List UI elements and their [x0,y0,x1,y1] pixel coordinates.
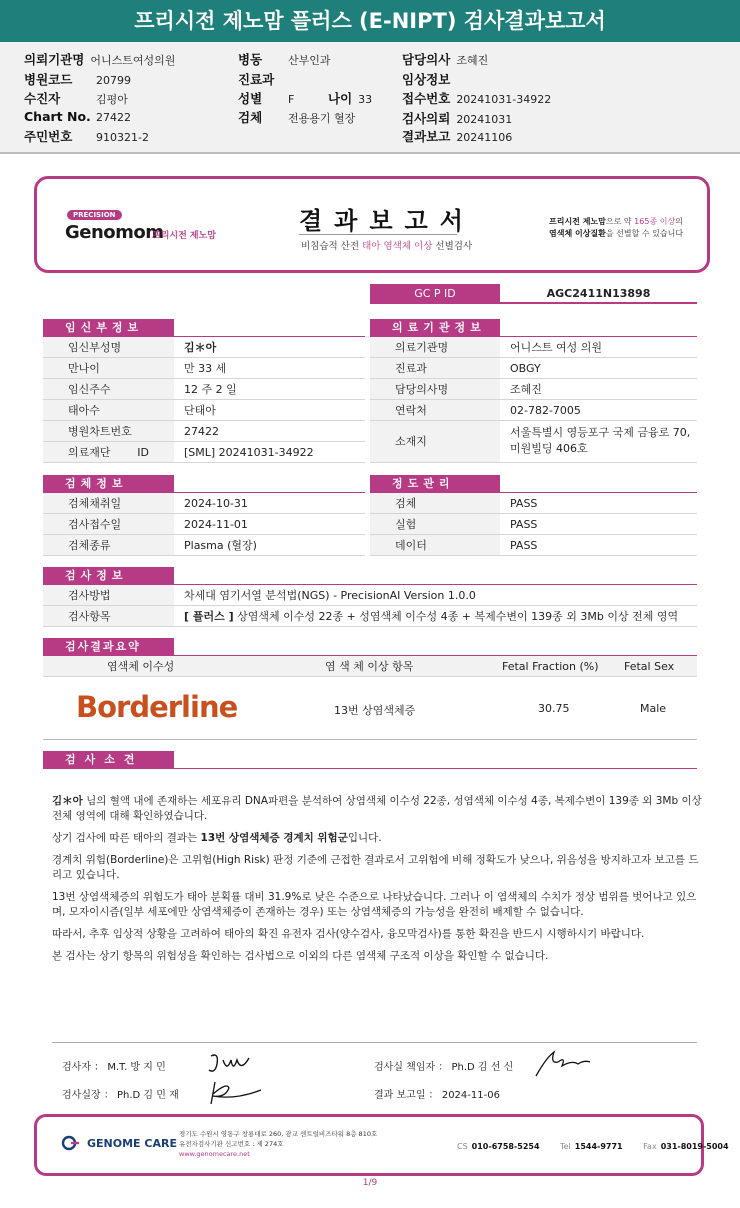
title-divider [299,234,457,235]
signature-lab-head: 검사실장 ： Ph.D 김 민 재 [62,1090,179,1101]
lab-head-signature [205,1078,265,1108]
pregnant-row-label: 태아수 [43,400,174,420]
findings-p5: 따라서, 추후 임상적 상황을 고려하여 태아의 확진 유전자 검사(양수검사, 융모막검사)를 통한 확진을 반드시 시행하시기 바랍니다. [52,928,645,940]
chart-label: Chart No. [24,109,91,124]
cs-label: CS [457,1142,468,1151]
test-items-label: 검사항목 [43,606,174,626]
fax-label: Fax [643,1142,657,1151]
responsible-signature [532,1048,592,1080]
findings-p2-pre: 상기 검사에 따른 태아의 결과는 [52,832,201,844]
specimen_info-row [43,493,365,514]
tagline-2-bold: 염색체 이상질환 [549,229,606,238]
test-method-row [43,585,697,606]
signature-tester: 검사자 ： M.T. 방 지 민 [62,1062,166,1073]
subtitle-post: 선별검사 [432,241,473,252]
summary-table-head [43,656,697,677]
test-items-text: 상염색체 이수성 22종 + 성염색체 이수성 4종 + 복제수변이 139종 외 3Mb 이상 전체 영역 [233,610,679,623]
tester-signature [205,1050,261,1078]
chart-field [24,109,131,124]
receipt-value: 20241031-34922 [456,93,552,106]
hospcode-value: 20799 [96,74,131,87]
patient-info-box [0,42,740,154]
test-info-header: 검사정보 [43,567,174,585]
footer-address [179,1129,377,1159]
findings-text [52,794,702,971]
specimen-info-header: 검체정보 [43,475,174,493]
findings-patient-name: 김＊아 [52,795,83,807]
institution-row-value: 02-782-7005 [510,404,581,417]
hospcode-label: 병원코드 [24,72,73,87]
genomom-logo-sub: 프리시전 제노맘 [152,231,216,241]
tagline-1-c: 의 [675,217,683,226]
specimen_info-row-value: 2024-10-31 [184,497,248,510]
specimen_info-row-value: 2024-11-01 [184,518,248,531]
pregnant-info-header: 임신부정보 [43,319,174,337]
pregnant-row-value: 12 주 2 일 [184,383,237,396]
institution-row-label: 담당의사명 [370,379,500,399]
age-field [328,89,372,107]
findings-p1 [52,794,702,824]
age-label: 나이 [328,91,353,106]
qc-row [370,493,697,514]
precision-badge: PRECISION [67,210,122,220]
tagline-1-a: 으로 약 [605,217,635,226]
result-item: 13번 상염색체증 [334,704,416,717]
tel-label: Tel [560,1142,571,1151]
receipt-field [402,89,551,107]
institution-row [370,400,697,421]
signature-responsible: 검사실 책임자 ： Ph.D 김 선 신 [374,1062,514,1073]
pregnant-row-label: 임신주수 [43,379,174,399]
ward-label: 병동 [238,52,263,67]
qc-row-label: 실험 [370,514,500,534]
cs-number: 010-6758-5254 [471,1142,540,1151]
report-header-tagline [549,216,683,240]
footer-address-line1: 경기도 수원시 영통구 창룡대로 260, 광교 센트럴비즈타워 8층 810호 [179,1130,378,1138]
subtitle-highlight: 태아 염색체 이상 [362,241,433,252]
result-sex: Male [640,702,667,715]
footer-contacts [457,1142,729,1151]
subtitle-pre: 비침습적 산전 [301,241,363,252]
result-ff: 30.75 [538,702,570,715]
pregnant-row-value: 만 33 세 [184,362,227,375]
rrn-label: 주민번호 [24,129,73,144]
tagline-1-bold: 프리시전 제노맘 [549,217,606,226]
request-value: 20241031 [456,113,513,126]
report-date-value: 20241106 [456,131,513,144]
pregnant-row-label: 만나이 [43,358,174,378]
pregnant-row [43,400,365,421]
rrn-field [24,127,149,145]
gcpid-value: AGC2411N13898 [500,284,697,304]
findings-p6: 본 검사는 상기 항목의 위험성을 확인하는 검사법으로 이외의 다른 염색체 구조적 이상을 확인할 수 없습니다. [52,950,549,962]
findings-header: 검사소견 [43,751,174,769]
institution-row-value: 조혜진 [510,383,542,396]
qc-header: 정도관리 [370,475,500,493]
summary-col-sex: Fetal Sex [624,660,675,673]
test-items-plus: [ 플러스 ] [184,610,234,623]
specimen_info-row-label: 검체종류 [43,535,174,555]
institution-row [370,421,697,463]
hospital-field [24,50,175,68]
findings-p2-bold: 13번 상염색체증 경계치 위험군 [200,832,348,844]
hospital-label: 의뢰기관명 [24,52,85,67]
institution-row [370,337,697,358]
specimen_info-row [43,514,365,535]
page-number: 1/9 [362,1178,378,1188]
doctor-value: 조혜진 [456,54,489,67]
specimen_info-row-label: 검사접수일 [43,514,174,534]
institution-row [370,358,697,379]
fax-number: 031-8019-5004 [660,1142,729,1151]
signature-report-date: 결과 보고일 ： 2024-11-06 [374,1090,500,1101]
institution-row-label: 의료기관명 [370,337,500,357]
genomecare-icon [61,1135,83,1151]
qc-row-label: 데이터 [370,535,500,555]
doctor-label: 담당의사 [402,52,451,67]
dept-label: 진료과 [238,72,275,87]
pregnant-row [43,379,365,400]
findings-rule [174,768,697,769]
qc-row-value: PASS [510,518,538,531]
test-items-value [174,606,678,626]
sex-field [238,89,294,107]
report-date-label: 결과보고 [402,129,451,144]
summary-col-ff: Fetal Fraction (%) [502,660,599,673]
ward-value: 산부인과 [288,54,331,67]
institution-row-value-line2: 미원빌딩 406호 [510,442,588,455]
institution-row-label: 연락처 [370,400,500,420]
findings-p4: 13번 상염색체증의 위험도가 태아 분획률 대비 31.9%로 낮은 수준으로 나타났습니다. 그러나 이 염색체의 수치가 정상 범위를 벗어나고 있으며, 모자이시즘(일부 세포에만 상염색체증이 존재하는 경우) 또는 상염색체증의 가능성을 완전히 배제할 수 없습니다. [52,891,697,918]
request-field [402,109,512,127]
request-label: 검사의뢰 [402,111,451,126]
doctor-field [402,50,488,68]
pregnant-row [43,442,365,463]
hospital-value: 어니스트여성의원 [90,54,176,67]
institution-row-label: 소재지 [370,421,500,462]
report-header [34,176,710,273]
pregnant-row-label: 병원차트번호 [43,421,174,441]
age-value: 33 [358,93,373,106]
summary-col-aneuploidy: 염색체 이수성 [107,660,175,673]
qc-row [370,535,697,556]
report-banner-title: 프리시전 제노맘 플러스 (E-NIPT) 검사결과보고서 [0,0,740,42]
footer-address-line2: 유전자검사기관 신고번호 : 제 274호 [179,1140,284,1148]
pregnant-row-value: 단태아 [184,404,216,417]
pregnant-row-value: [SML] 20241031-34922 [184,446,314,459]
summary-result-row [43,678,697,740]
recipient-value: 김평아 [96,93,128,106]
footer-box [34,1114,729,1176]
report-date-field [402,127,512,145]
tagline-1-highlight: 165종 이상 [634,217,676,226]
signature-rule [52,1042,697,1043]
pregnant-row [43,358,365,379]
rrn-value: 910321-2 [96,131,149,144]
sex-label: 성별 [238,91,263,106]
dept-field [238,70,280,88]
findings-p2-post: 입니다. [347,832,382,844]
footer-url[interactable]: www.genomecare.net [179,1150,250,1158]
receipt-label: 접수번호 [402,91,451,106]
test-method-value: 차세대 염기서열 분석법(NGS) - PrecisionAI Version 1.0.0 [184,589,476,602]
institution-row-value [500,421,690,462]
specimen-label: 검체 [238,110,263,125]
recipient-field [24,89,128,107]
pregnant-row [43,337,365,358]
pregnant-row-value: 김＊아 [184,341,217,354]
specimen-value: 전용용기 혈장 [288,112,356,125]
institution-row [370,379,697,400]
gcpid-label: GC P ID [370,284,500,304]
clinical-field [402,70,456,88]
result-borderline: Borderline [76,690,238,724]
report-title: 결과보고서 [299,207,475,235]
ward-field [238,50,331,68]
pregnant-row-label: 임신부성명 [43,337,174,357]
pregnant-row-value: 27422 [184,425,219,438]
genomom-logo: Genomom [65,222,164,243]
specimen_info-row [43,535,365,556]
summary-col-item: 염 색 체 이상 항목 [325,660,414,673]
pregnant-row [43,421,365,442]
institution-info-header: 의료기관정보 [370,319,500,337]
institution-row-value-line1: 서울특별시 영등포구 국제 금융로 70, [510,426,691,439]
qc-row-label: 검체 [370,493,500,513]
report-subtitle [301,238,472,252]
sex-value: F [288,93,295,106]
tel-number: 1544-9771 [574,1142,623,1151]
recipient-label: 수진자 [24,91,61,106]
chart-value: 27422 [96,111,131,124]
institution-row-value: OBGY [510,362,541,375]
qc-row-value: PASS [510,497,538,510]
institution-row-label: 진료과 [370,358,500,378]
test-items-row [43,606,697,627]
genomecare-logo-text: GENOME CARE [87,1137,177,1150]
genomecare-logo [61,1137,177,1150]
test-method-label: 검사방법 [43,585,174,605]
qc-row [370,514,697,535]
clinical-label: 임상정보 [402,72,451,87]
findings-p3: 경계치 위험(Borderline)은 고위험(High Risk) 판정 기준에 근접한 결과로서 고위험에 비해 정확도가 낮으나, 위음성을 방지하고자 보고를 드리고 있습니다. [52,854,699,881]
summary-header: 검사결과요약 [43,638,174,656]
specimen_info-row-value: Plasma (혈장) [184,539,257,552]
specimen_info-row-label: 검체채취일 [43,493,174,513]
qc-row-value: PASS [510,539,538,552]
tagline-2-a: 을 선별할 수 있습니다 [605,229,684,238]
findings-p2 [52,831,702,846]
pregnant-row-label: 의료재단 ID [43,442,174,462]
institution-row-value: 어니스트 여성 의원 [510,341,603,354]
hospcode-field [24,70,131,88]
findings-p1-text: 님의 혈액 내에 존재하는 세포유리 DNA파편을 분석하여 상염색체 이수성 22종, 성염색체 이수성 4종, 복제수변이 139종 외 3Mb 이상 전체 영역에 대해 확인하였습니다. [52,795,702,822]
specimen-field [238,108,355,126]
